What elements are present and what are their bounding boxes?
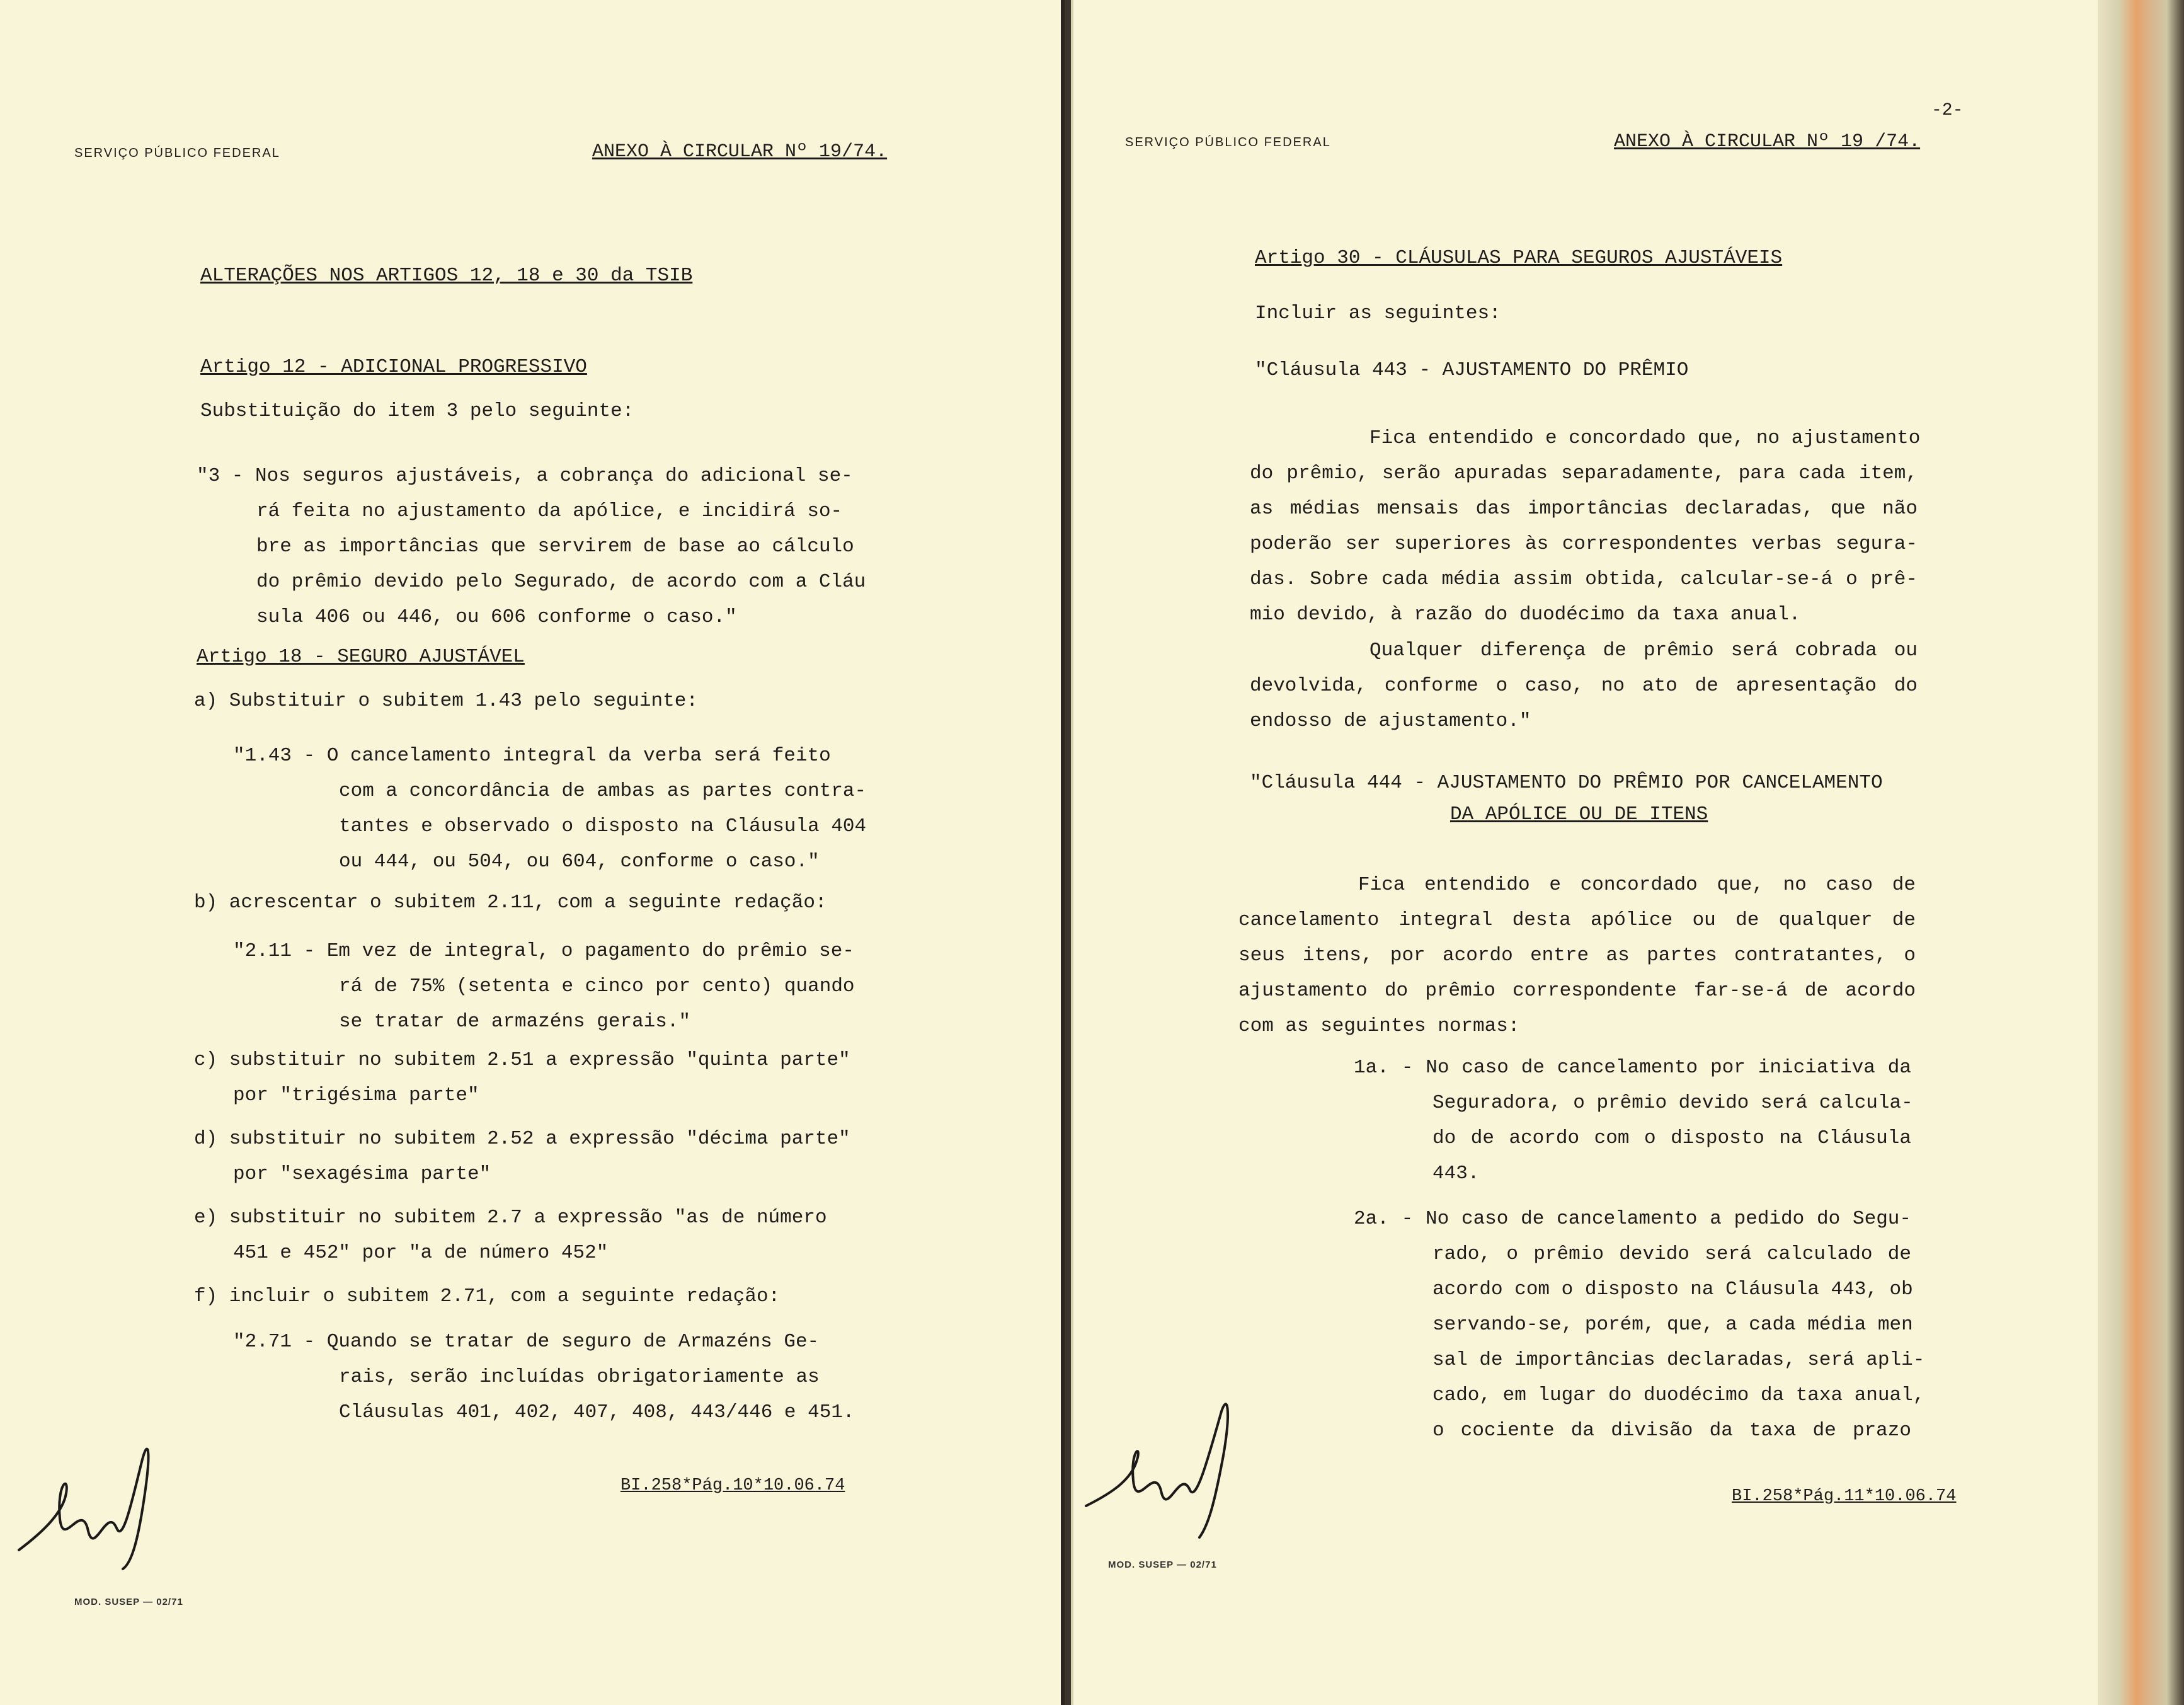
sub271-line: rais, serão incluídas obrigatoriamente as	[339, 1366, 820, 1388]
item-2a-line: 2a. - No caso de cancelamento a pedido do Segu-	[1354, 1208, 1911, 1230]
item-e-block	[194, 1200, 827, 1271]
cl443-p1-line: do prêmio, serão apuradas separadamente, para cada item,	[1250, 462, 1918, 485]
cl444-heading: "Cláusula 444 - AJUSTAMENTO DO PRÊMIO POR CANCELAMENTO	[1250, 772, 1883, 794]
item-2a-line: sal de importâncias declaradas, será apli-	[1432, 1349, 1925, 1371]
art12-heading: Artigo 12 - ADICIONAL PROGRESSIVO	[200, 356, 587, 378]
item-2a-line: rado, o prêmio devido será calculado de	[1432, 1243, 1911, 1265]
cl444-p1-line: Fica entendido e concordado que, no caso de	[1358, 874, 1916, 896]
book-page-edges	[2098, 0, 2184, 1705]
item-c-block	[194, 1043, 850, 1113]
document-title: ALTERAÇÕES NOS ARTIGOS 12, 18 e 30 da TSIB	[200, 265, 693, 287]
item3-line: rá feita no ajustamento da apólice, e incidirá so-	[256, 500, 843, 522]
item-1a-line: do de acordo com o disposto na Cláusula	[1432, 1127, 1911, 1149]
sub211-line: "2.11 - Em vez de integral, o pagamento do prêmio se-	[233, 940, 854, 962]
right-page	[1071, 0, 2098, 1705]
cl443-p1-line: Fica entendido e concordado que, no ajustamento	[1369, 427, 1921, 449]
cl444-p1-line: cancelamento integral desta apólice ou de qualquer de	[1238, 909, 1916, 931]
sub143-line: ou 444, ou 504, ou 604, conforme o caso."	[339, 851, 820, 873]
sub143-line: com a concordância de ambas as partes contra-	[339, 780, 867, 802]
cl443-heading: "Cláusula 443 - AJUSTAMENTO DO PRÊMIO	[1255, 359, 1689, 381]
cl443-p1-line: das. Sobre cada média assim obtida, calcular-se-á o prê-	[1250, 568, 1918, 590]
cl443-p1-line: as médias mensais das importâncias declaradas, que não	[1250, 498, 1918, 520]
right-header-annex: ANEXO À CIRCULAR Nº 19 /74.	[1614, 131, 1921, 152]
item-d-block	[194, 1122, 850, 1192]
sub211-block	[233, 934, 855, 1040]
left-form-code: MOD. SUSEP — 02/71	[74, 1597, 183, 1607]
cl443-p2-line: Qualquer diferença de prêmio será cobrada ou	[1369, 640, 1918, 662]
item3-line: bre as importâncias que servirem de base ao cálculo	[256, 536, 854, 558]
cl444-p1-line: com as seguintes normas:	[1238, 1015, 1520, 1037]
item-1a-line: Seguradora, o prêmio devido será calcula-	[1432, 1092, 1913, 1114]
right-header-org: SERVIÇO PÚBLICO FEDERAL	[1125, 135, 1331, 149]
cl444-paragraph-1	[1238, 868, 1916, 1044]
cl444-heading-2: DA APÓLICE OU DE ITENS	[1450, 803, 1708, 825]
sub271-line: Cláusulas 401, 402, 407, 408, 443/446 e 451.	[339, 1401, 855, 1423]
item-c-line: por "trigésima parte"	[233, 1084, 479, 1106]
item-d-line: d) substituir no subitem 2.52 a expressão "décima parte"	[194, 1128, 850, 1150]
page-number: -2-	[1931, 101, 1964, 120]
item-e-line: 451 e 452" por "a de número 452"	[233, 1242, 609, 1264]
item3-block	[197, 459, 866, 635]
item-2a-line: o cociente da divisão da taxa de prazo	[1432, 1420, 1911, 1442]
sub211-line: se tratar de armazéns gerais."	[339, 1011, 691, 1033]
item3-line: do prêmio devido pelo Segurado, de acordo com a Cláu	[256, 571, 866, 593]
item-2a-line: acordo com o disposto na Cláusula 443, ob	[1432, 1278, 1913, 1300]
sub271-block	[233, 1324, 855, 1430]
art30-heading: Artigo 30 - CLÁUSULAS PARA SEGUROS AJUSTÁVEIS	[1255, 247, 1783, 269]
incluir-text: Incluir as seguintes:	[1255, 302, 1501, 324]
item-f-intro: f) incluir o subitem 2.71, com a seguinte redação:	[194, 1285, 780, 1307]
left-page	[0, 0, 1065, 1705]
left-header-org: SERVIÇO PÚBLICO FEDERAL	[74, 146, 280, 160]
item-e-line: e) substituir no subitem 2.7 a expressão "as de número	[194, 1207, 827, 1229]
cl443-p1-line: poderão ser superiores às correspondentes verbas segura-	[1250, 533, 1918, 555]
cl443-p2-line: endosso de ajustamento."	[1250, 710, 1531, 732]
item-1a-line: 1a. - No caso de cancelamento por iniciativa da	[1354, 1057, 1911, 1079]
item-2a-block	[1354, 1202, 1925, 1449]
cl444-p1-line: ajustamento do prêmio correspondente far-se-á de acordo	[1238, 980, 1916, 1002]
item3-line: sula 406 ou 446, ou 606 conforme o caso."	[256, 606, 737, 628]
item-d-line: por "sexagésima parte"	[233, 1163, 491, 1185]
sub143-line: "1.43 - O cancelamento integral da verba será feito	[233, 745, 831, 767]
item-b-intro: b) acrescentar o subitem 2.11, com a seguinte redação:	[194, 892, 827, 914]
art18-heading: Artigo 18 - SEGURO AJUSTÁVEL	[197, 646, 525, 668]
signature-icon	[6, 1424, 170, 1575]
item3-line: "3 - Nos seguros ajustáveis, a cobrança do adicional se-	[197, 465, 853, 487]
left-footer-ref: BI.258*Pág.10*10.06.74	[620, 1476, 845, 1495]
item-1a-line: 443.	[1432, 1162, 1480, 1185]
cl443-p2-line: devolvida, conforme o caso, no ato de apresentação do	[1250, 675, 1918, 697]
cl443-paragraph-2	[1250, 633, 1918, 739]
item-a-intro: a) Substituir o subitem 1.43 pelo seguinte:	[194, 690, 698, 712]
sub143-line: tantes e observado o disposto na Cláusula 404	[339, 815, 867, 837]
cl443-paragraph-1	[1250, 421, 1921, 633]
sub271-line: "2.71 - Quando se tratar de seguro de Armazéns Ge-	[233, 1331, 820, 1353]
sub143-block	[233, 738, 866, 880]
right-form-code: MOD. SUSEP — 02/71	[1108, 1559, 1217, 1570]
cl443-p1-line: mio devido, à razão do duodécimo da taxa anual.	[1250, 604, 1801, 626]
item-2a-line: servando-se, porém, que, a cada média men	[1432, 1314, 1913, 1336]
item-2a-line: cado, em lugar do duodécimo da taxa anual,	[1432, 1384, 1925, 1406]
item-1a-block	[1354, 1050, 1911, 1191]
sub211-line: rá de 75% (setenta e cinco por cento) quando	[339, 975, 855, 997]
left-header-annex: ANEXO À CIRCULAR Nº 19/74.	[592, 141, 888, 163]
cl444-p1-line: seus itens, por acordo entre as partes contratantes, o	[1238, 944, 1916, 967]
art12-intro: Substituição do item 3 pelo seguinte:	[200, 400, 634, 422]
right-footer-ref: BI.258*Pág.11*10.06.74	[1732, 1487, 1957, 1506]
item-c-line: c) substituir no subitem 2.51 a expressão "quinta parte"	[194, 1049, 850, 1071]
signature-icon	[1073, 1386, 1262, 1556]
